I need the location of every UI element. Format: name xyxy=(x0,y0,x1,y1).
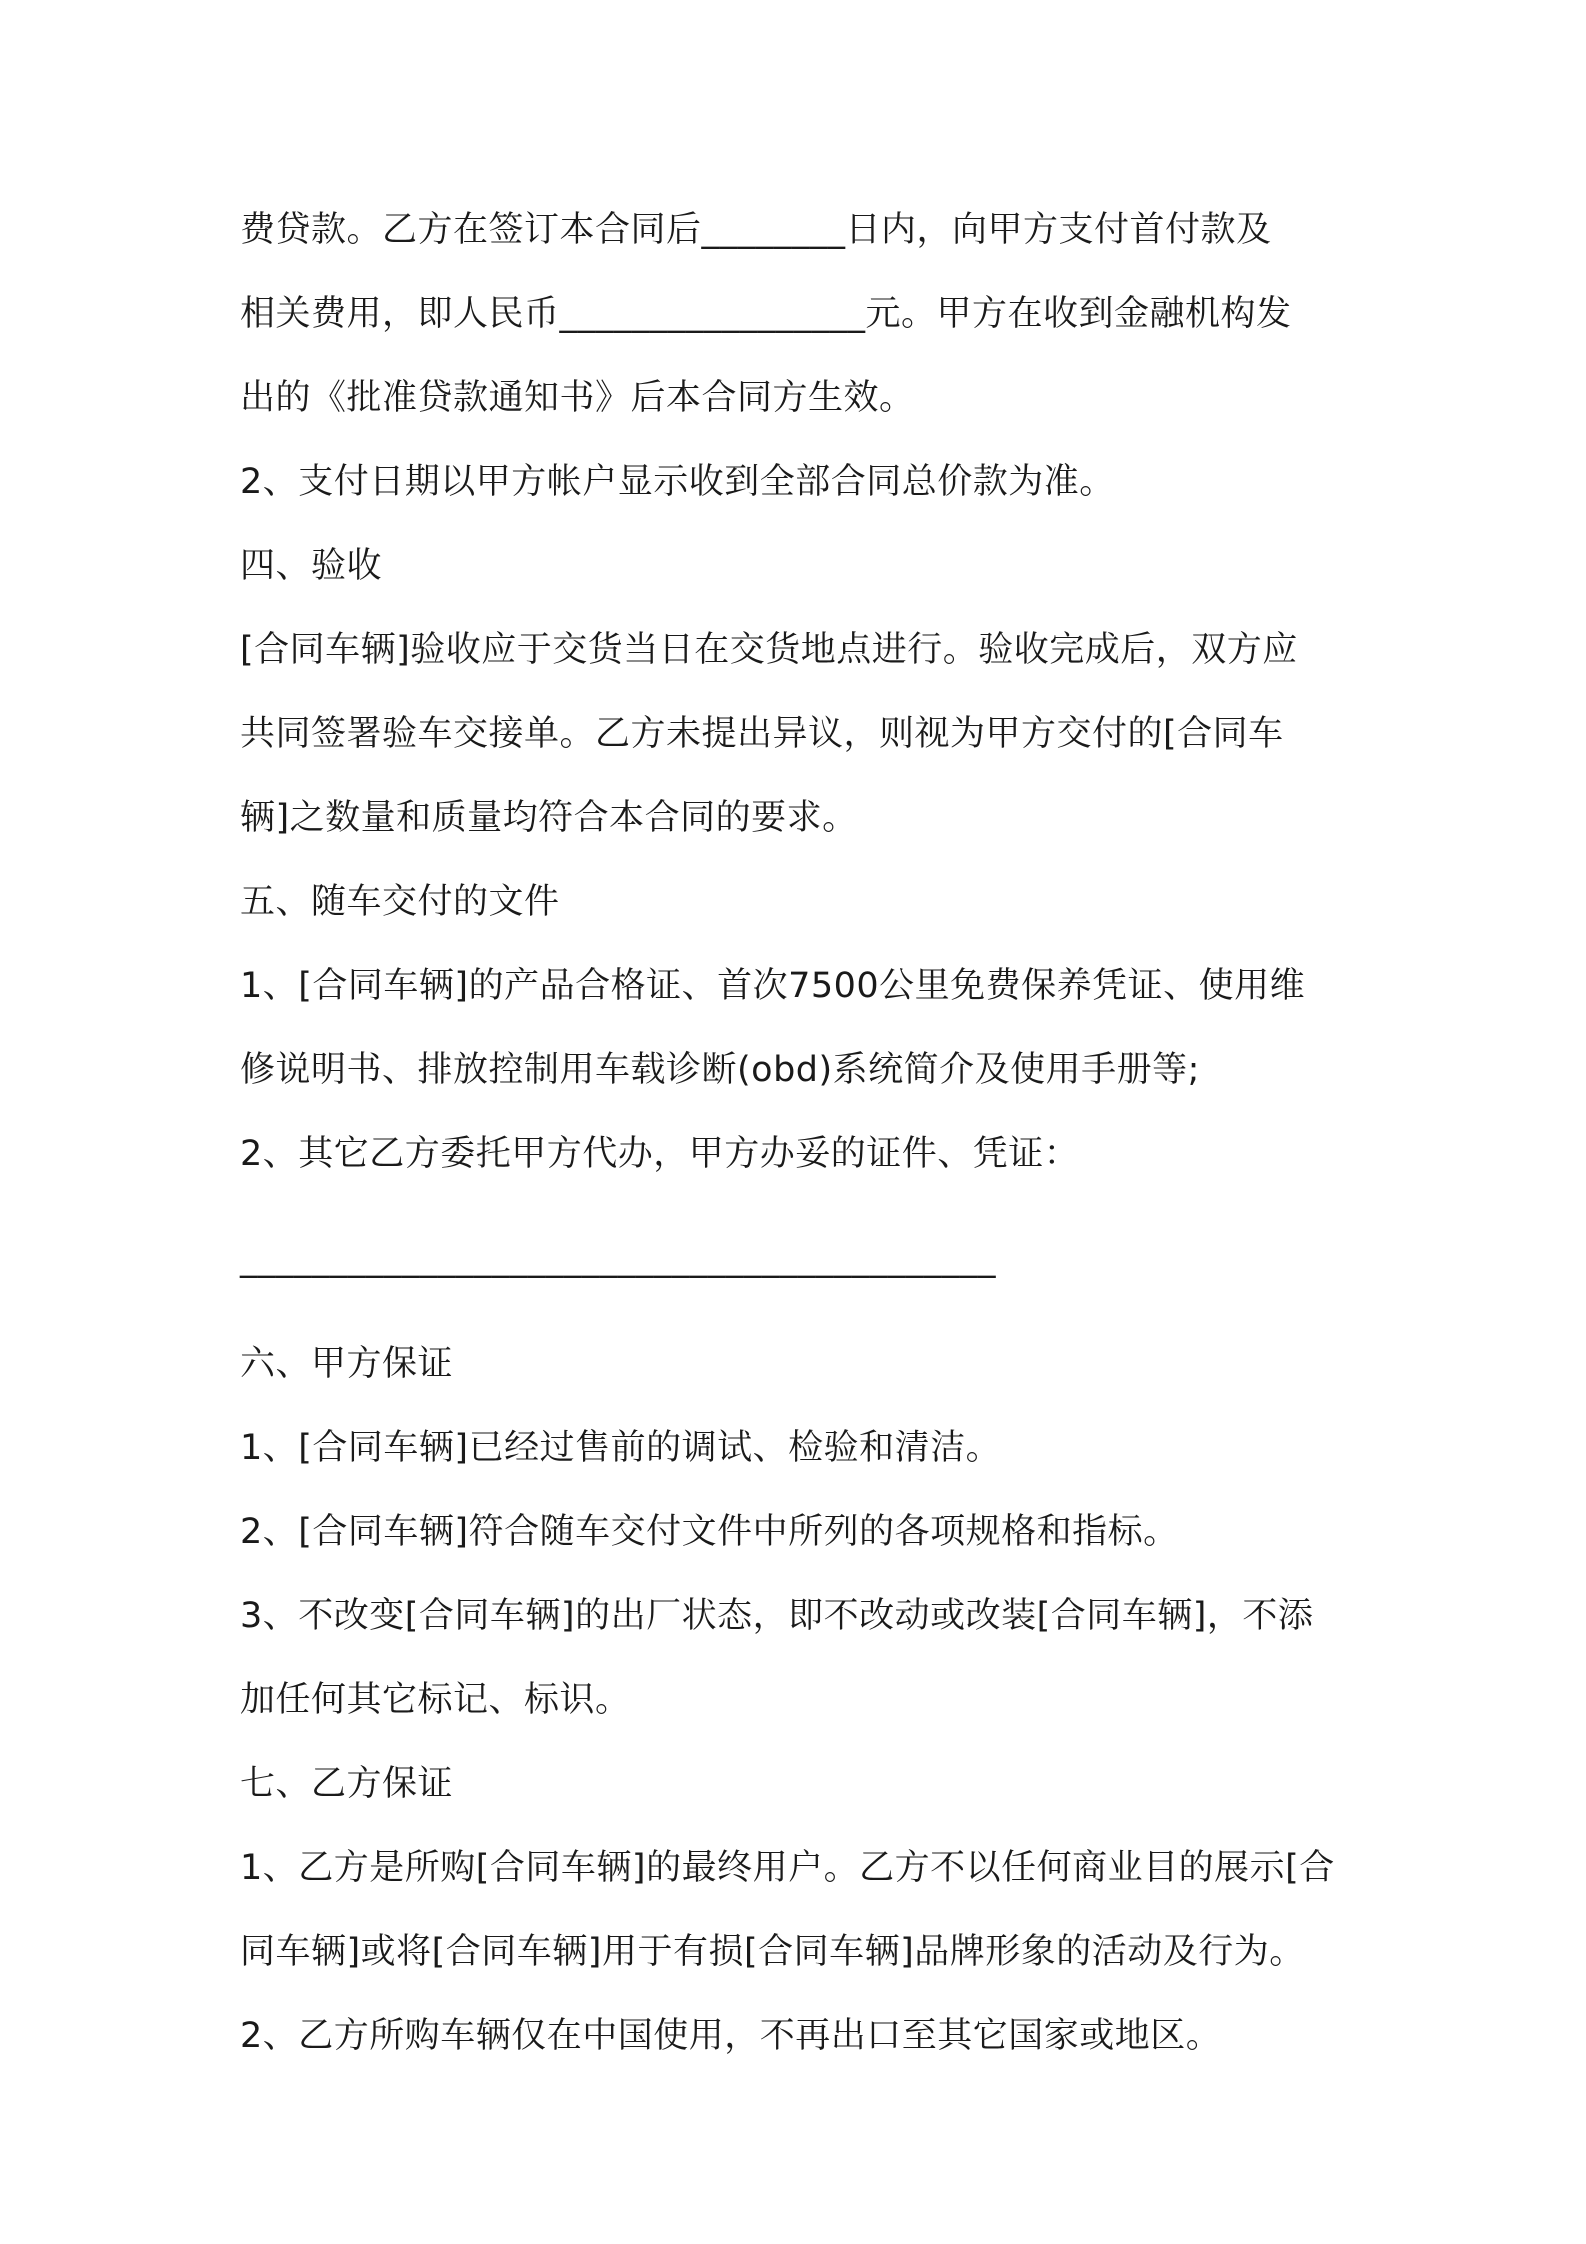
paragraph-line: 2、其它乙方委托甲方代办，甲方办妥的证件、凭证： xyxy=(240,1134,1080,1174)
paragraph-line: 共同签署验车交接单。乙方未提出异议，则视为甲方交付的[合同车 xyxy=(240,714,1284,754)
paragraph-line: [合同车辆]验收应于交货当日在交货地点进行。验收完成后，双方应 xyxy=(240,630,1298,670)
paragraph-line: 辆]之数量和质量均符合本合同的要求。 xyxy=(240,798,858,838)
paragraph-line: 3、不改变[合同车辆]的出厂状态，即不改动或改装[合同车辆]，不添 xyxy=(240,1596,1314,1636)
paragraph-line: 出的《批准贷款通知书》后本合同方生效。 xyxy=(240,378,915,418)
paragraph-line: 2、支付日期以甲方帐户显示收到全部合同总价款为准。 xyxy=(240,462,1115,502)
contract-text xyxy=(240,200,1360,2090)
section-heading: 七、乙方保证 xyxy=(240,1764,454,1804)
section-heading: 四、验收 xyxy=(240,546,383,586)
paragraph-line: 加任何其它标记、标识。 xyxy=(240,1680,631,1720)
section-heading: 六、甲方保证 xyxy=(240,1344,454,1384)
paragraph-line: 修说明书、排放控制用车载诊断(obd)系统简介及使用手册等; xyxy=(240,1050,1200,1090)
paragraph-line: 相关费用，即人民币_________________元。甲方在收到金融机构发 xyxy=(240,294,1292,334)
paragraph-line: 1、乙方是所购[合同车辆]的最终用户。乙方不以任何商业目的展示[合 xyxy=(240,1848,1335,1888)
section-heading: 五、随车交付的文件 xyxy=(240,882,560,922)
blank-fill-line: __________________________________________ xyxy=(240,1239,996,1279)
paragraph-line: 2、乙方所购车辆仅在中国使用，不再出口至其它国家或地区。 xyxy=(240,2016,1222,2056)
paragraph-line: 1、[合同车辆]的产品合格证、首次7500公里免费保养凭证、使用维 xyxy=(240,966,1306,1006)
paragraph-line: 1、[合同车辆]已经过售前的调试、检验和清洁。 xyxy=(240,1428,1002,1468)
paragraph-line: 2、[合同车辆]符合随车交付文件中所列的各项规格和指标。 xyxy=(240,1512,1179,1552)
paragraph-line: 费贷款。乙方在签订本合同后________日内，向甲方支付首付款及 xyxy=(240,210,1272,250)
paragraph-line: 同车辆]或将[合同车辆]用于有损[合同车辆]品牌形象的活动及行为。 xyxy=(240,1932,1305,1972)
